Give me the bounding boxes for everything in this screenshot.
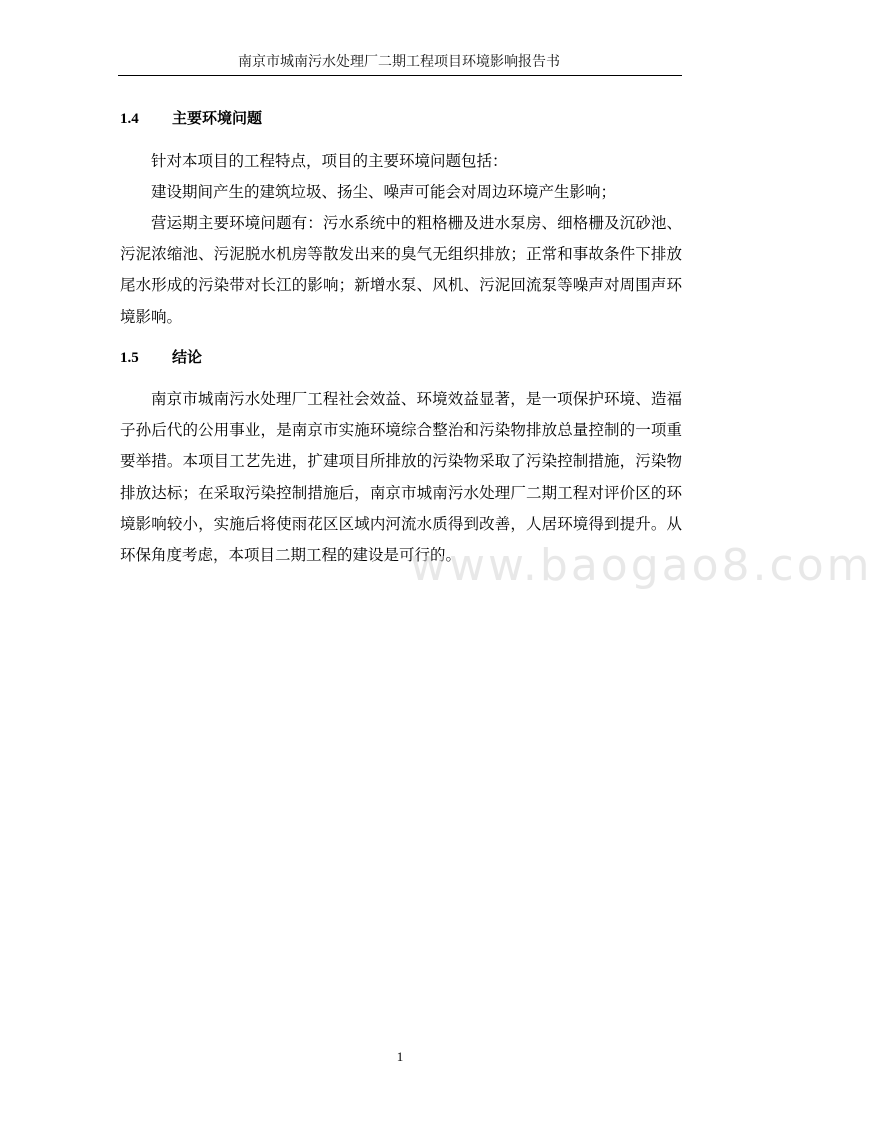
paragraph: 营运期主要环境问题有：污水系统中的粗格栅及进水泵房、细格栅及沉砂池、污泥浓缩池、污泥脱水机房等散发出来的臭气无组织排放；正常和事故条件下排放尾水形成的污染带对长江的影响；新增水泵、风机、污泥回流泵等噪声对周围声环境影响。 bbox=[120, 214, 682, 326]
section-number: 1.4 bbox=[120, 111, 139, 127]
page-header-title: 南京市城南污水处理厂二期工程项目环境影响报告书 bbox=[238, 54, 560, 70]
section-title: 主要环境问题 bbox=[172, 109, 263, 127]
section-heading-1-5 bbox=[120, 347, 202, 368]
paragraph: 针对本项目的工程特点，项目的主要环境问题包括： bbox=[151, 152, 508, 170]
header-rule bbox=[118, 75, 682, 76]
paragraph: 南京市城南污水处理厂工程社会效益、环境效益显著，是一项保护环境、造福子孙后代的公用事业，是南京市实施环境综合整治和污染物排放总量控制的一项重要举措。本项目工艺先进，扩建项目所排放的污染物采取了污染控制措施，污染物排放达标；在采取污染控制措施后，南京市城南污水处理厂二期工程对评价区的环境影响较小，实施后将使雨花区区域内河流水质得到改善，人居环境得到提升。从环保角度考虑，本项目二期工程的建设是可行的。 bbox=[120, 390, 682, 565]
watermark: www.baogao8.com bbox=[410, 540, 872, 591]
section-number: 1.5 bbox=[120, 350, 139, 366]
page-number: 1 bbox=[396, 1049, 404, 1064]
paragraph: 建设期间产生的建筑垃圾、扬尘、噪声可能会对周边环境产生影响； bbox=[151, 183, 617, 201]
section-title: 结论 bbox=[172, 348, 203, 366]
section-heading-1-4 bbox=[120, 108, 262, 129]
